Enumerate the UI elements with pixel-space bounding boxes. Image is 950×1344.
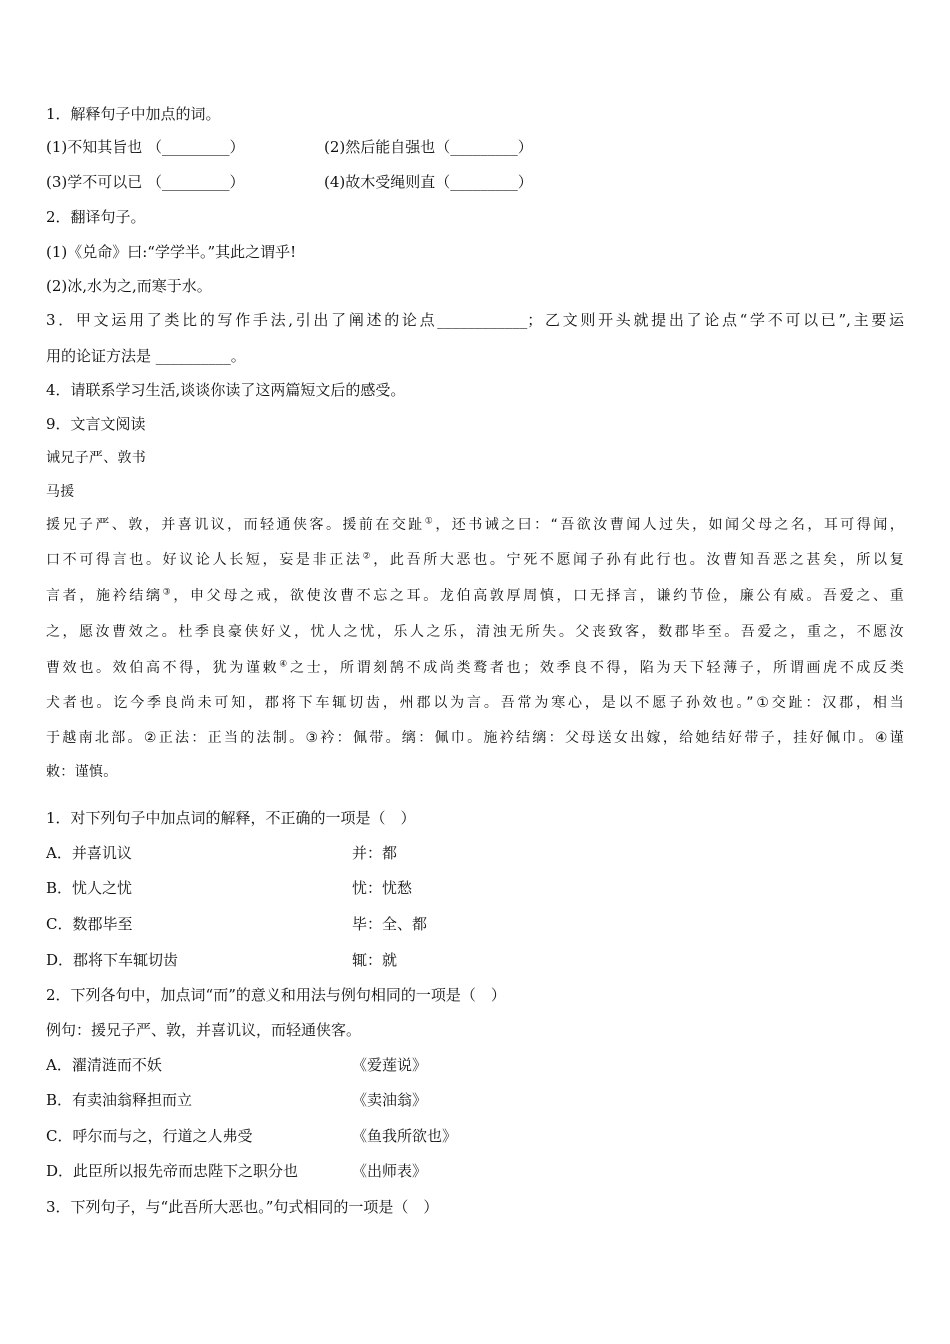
q1-title: 1．解释句子中加点的词。 xyxy=(46,105,221,123)
q2-item-2: (2)冰,水为之,而寒于水。 xyxy=(46,277,212,295)
passage-line xyxy=(46,515,904,535)
q2-item-1: (1)《兑命》曰:“学学半。”其此之谓乎! xyxy=(46,243,297,261)
passage-text: 口不可得言也。好议论人长短，妄是非正法 xyxy=(46,552,363,568)
option-text: B．忧人之忧 xyxy=(46,879,133,897)
passage-text: 言者，施衿结缡 xyxy=(46,588,163,604)
option-source: 《爱莲说》 xyxy=(352,1056,428,1074)
option-gloss: 并：都 xyxy=(352,844,398,862)
mc-q2-example: 例句：援兄子严、敦，并喜讥议，而轻通侠客。 xyxy=(46,1021,362,1039)
option-gloss: 忧：忧愁 xyxy=(352,879,413,897)
footnote-marker: ④ xyxy=(279,659,290,670)
footnote-line: 于越南北部。②正法：正当的法制。③衿：佩带。缡：佩巾。施衿结缡：父母送女出嫁，给她结好带子，挂好佩巾。④谨 xyxy=(46,730,904,746)
q1-item-2: (2)然后能自强也（_________） xyxy=(324,138,533,156)
passage-line xyxy=(46,550,904,570)
passage-text: 之士，所谓刻鹄不成尚类鹜者也；效季良不得，陷为天下轻薄子，所谓画虎不成反类 xyxy=(289,660,904,676)
passage-text: 曹效也。效伯高不得，犹为谨敕 xyxy=(46,660,280,676)
section-heading: 9．文言文阅读 xyxy=(46,415,146,433)
option-text: D．郡将下车辄切齿 xyxy=(46,951,179,969)
q3-line-2: 用的论证方法是 __________。 xyxy=(46,347,246,365)
q4: 4．请联系学习生活,谈谈你读了这两篇短文后的感受。 xyxy=(46,381,406,399)
mc-q1-title: 1．对下列句子中加点词的解释，不正确的一项是（ ） xyxy=(46,809,416,827)
footnote-marker: ③ xyxy=(162,587,174,598)
passage-author: 马援 xyxy=(46,484,75,500)
option-text: B．有卖油翁释担而立 xyxy=(46,1091,193,1109)
q3-line-1: 3．甲文运用了类比的写作手法,引出了阐述的论点____________；乙文则开头就提出了论点“学不可以已”,主要运 xyxy=(46,311,904,329)
q2-title: 2．翻译句子。 xyxy=(46,208,146,226)
option-text: A．濯清涟而不妖 xyxy=(46,1056,162,1074)
passage-title: 诫兄子严、敦书 xyxy=(46,450,147,466)
option-gloss: 辄：就 xyxy=(352,951,398,969)
passage-text: 犬者也。讫今季良尚未可知，郡将下车辄切齿，州郡以为言。吾常为寒心，是以不愿子孙效也。” xyxy=(46,695,754,711)
option-text: D．此臣所以报先帝而忠陛下之职分也 xyxy=(46,1162,299,1180)
passage-line xyxy=(46,693,904,713)
footnote-text: ①交趾：汉郡，相当 xyxy=(753,695,904,711)
q1-item-4: (4)故木受绳则直（_________） xyxy=(324,173,533,191)
passage-text: ，此吾所大恶也。宁死不愿闻子孙有此行也。汝曹知吾恶之甚矣，所以复 xyxy=(373,552,904,568)
option-source: 《卖油翁》 xyxy=(352,1091,428,1109)
option-text: A．并喜讥议 xyxy=(46,844,132,862)
option-source: 《鱼我所欲也》 xyxy=(352,1127,458,1145)
mc-q3-title: 3．下列句子，与“此吾所大恶也。”句式相同的一项是（ ） xyxy=(46,1198,439,1216)
option-source: 《出师表》 xyxy=(352,1162,428,1180)
passage-line xyxy=(46,622,904,642)
q1-item-3: (3)学不可以已 （_________） xyxy=(46,173,245,191)
option-gloss: 毕：全、都 xyxy=(352,915,428,933)
passage-text: 援兄子严、敦，并喜讥议，而轻通侠客。援前在交趾 xyxy=(46,517,425,533)
passage-text: ，申父母之戒，欲使汝曹不忘之耳。龙伯高敦厚周慎，口无择言，谦约节俭，廉公有威。吾爱之、重 xyxy=(173,588,904,604)
passage-line xyxy=(46,658,904,678)
passage-text: 之，愿汝曹效之。杜季良豪侠好义，忧人之忧，乐人之乐，清浊无所失。父丧致客，数郡毕至。吾爱之，重之，不愿汝 xyxy=(46,624,904,640)
footnote-line: 敕：谨慎。 xyxy=(46,764,118,780)
option-text: C．数郡毕至 xyxy=(46,915,133,933)
passage-line xyxy=(46,586,904,606)
footnote-marker: ② xyxy=(362,551,374,562)
q1-item-1: (1)不知其旨也 （_________） xyxy=(46,138,245,156)
footnote-marker: ① xyxy=(424,516,436,527)
mc-q2-title: 2．下列各句中，加点词“而”的意义和用法与例句相同的一项是（ ） xyxy=(46,986,506,1004)
passage-text: ，还书诫之曰：“吾欲汝曹闻人过失，如闻父母之名，耳可得闻， xyxy=(435,517,904,533)
option-text: C．呼尔而与之，行道之人弗受 xyxy=(46,1127,253,1145)
